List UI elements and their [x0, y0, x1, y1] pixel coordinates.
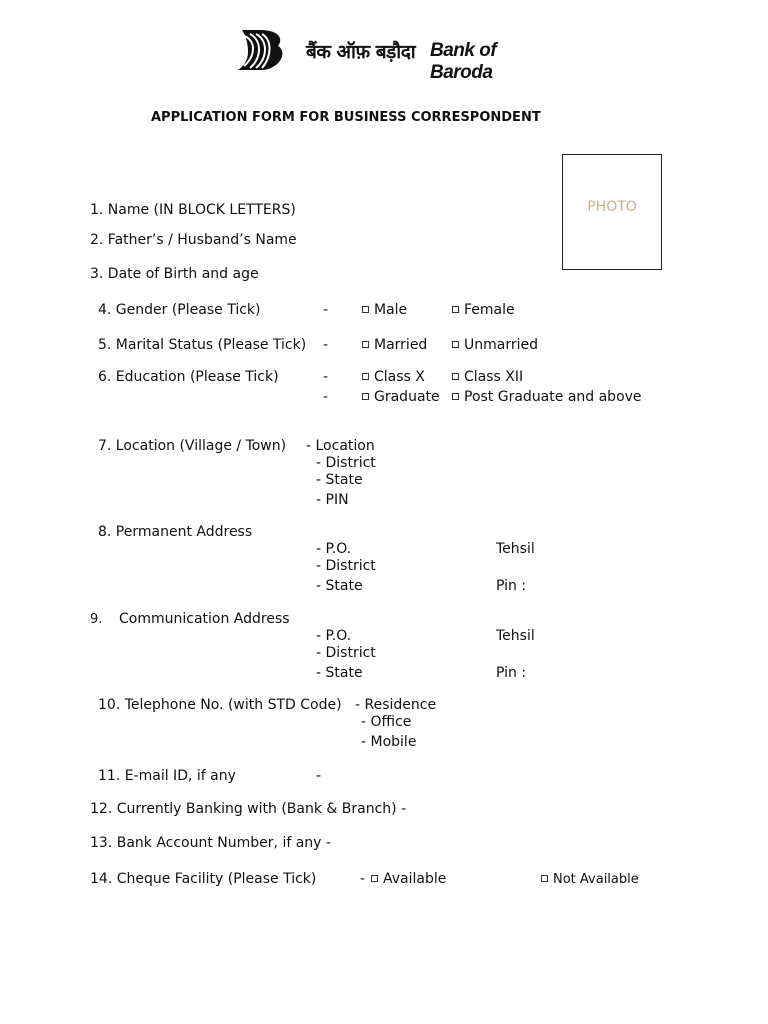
option-post-graduate[interactable] [452, 389, 642, 405]
field-name-label: 1. Name (IN BLOCK LETTERS) [90, 202, 296, 218]
option-class-xii-label: Class XII [464, 369, 524, 385]
photo-box[interactable] [562, 154, 662, 270]
telephone-mobile: - Mobile [361, 734, 417, 750]
option-female[interactable] [452, 302, 515, 318]
field-email-label: 11. E-mail ID, if any [98, 768, 236, 784]
location-sub-location: - Location [306, 438, 375, 454]
field-permanent-address-label: 8. Permanent Address [98, 524, 253, 540]
option-graduate-label: Graduate [374, 389, 440, 405]
gender-dash: - [323, 302, 329, 318]
brand-name-english: Bank of Baroda [430, 40, 497, 83]
option-male[interactable] [362, 302, 407, 318]
checkbox-married[interactable] [362, 341, 369, 348]
option-class-x[interactable] [362, 369, 425, 385]
education-dash-2: - [323, 389, 329, 405]
permanent-district: - District [316, 558, 376, 574]
option-available-label: Available [383, 871, 447, 887]
checkbox-class-x[interactable] [362, 373, 369, 380]
checkbox-male[interactable] [362, 306, 369, 313]
field-account-label: 13. Bank Account Number, if any - [90, 835, 331, 851]
brand-name-hindi: बैंक ऑफ़ बड़ौदा [306, 41, 416, 63]
bank-logo [234, 26, 554, 83]
bank-of-baroda-emblem-icon [234, 26, 292, 74]
field-dob-label: 3. Date of Birth and age [90, 266, 259, 282]
permanent-state: - State [316, 578, 363, 594]
cheque-dash: - [360, 871, 366, 887]
option-married-label: Married [374, 337, 428, 353]
communication-state: - State [316, 665, 363, 681]
field-father-label: 2. Father’s / Husband’s Name [90, 232, 297, 248]
permanent-tehsil: Tehsil [496, 541, 535, 557]
checkbox-female[interactable] [452, 306, 459, 313]
option-not-available[interactable] [541, 872, 639, 887]
option-post-graduate-label: Post Graduate and above [464, 389, 642, 405]
communication-po: - P.O. [316, 628, 352, 644]
option-unmarried[interactable] [452, 337, 538, 353]
option-available[interactable] [371, 871, 446, 887]
communication-tehsil: Tehsil [496, 628, 535, 644]
option-female-label: Female [464, 302, 515, 318]
education-dash-1: - [323, 369, 329, 385]
photo-label: PHOTO [587, 199, 637, 215]
location-sub-state: - State [316, 472, 363, 488]
field-communication-address-label: Communication Address [119, 611, 290, 627]
checkbox-not-available[interactable] [541, 875, 548, 882]
field-education-label: 6. Education (Please Tick) [98, 369, 279, 385]
communication-pin: Pin : [496, 665, 527, 681]
permanent-po: - P.O. [316, 541, 352, 557]
field-telephone-label: 10. Telephone No. (with STD Code) [98, 697, 342, 713]
checkbox-class-xii[interactable] [452, 373, 459, 380]
option-graduate[interactable] [362, 389, 440, 405]
option-class-x-label: Class X [374, 369, 425, 385]
field-banking-label: 12. Currently Banking with (Bank & Branch) - [90, 801, 407, 817]
option-married[interactable] [362, 337, 427, 353]
field-cheque-label: 14. Cheque Facility (Please Tick) [90, 871, 317, 887]
communication-district: - District [316, 645, 376, 661]
email-dash: - [316, 768, 322, 784]
checkbox-available[interactable] [371, 875, 378, 882]
option-not-available-label: Not Available [553, 872, 639, 887]
field-gender-label: 4. Gender (Please Tick) [98, 302, 261, 318]
location-sub-district: - District [316, 455, 376, 471]
location-sub-pin: - PIN [316, 492, 349, 508]
field-location-label: 7. Location (Village / Town) [98, 438, 287, 454]
option-class-xii[interactable] [452, 369, 523, 385]
option-male-label: Male [374, 302, 408, 318]
form-title: APPLICATION FORM FOR BUSINESS CORRESPONDENT [151, 110, 541, 125]
telephone-office: - Office [361, 714, 412, 730]
option-unmarried-label: Unmarried [464, 337, 538, 353]
checkbox-post-graduate[interactable] [452, 393, 459, 400]
checkbox-unmarried[interactable] [452, 341, 459, 348]
telephone-residence: - Residence [355, 697, 437, 713]
checkbox-graduate[interactable] [362, 393, 369, 400]
permanent-pin: Pin : [496, 578, 527, 594]
marital-dash: - [323, 337, 329, 353]
field-communication-number: 9. [90, 612, 103, 627]
field-marital-label: 5. Marital Status (Please Tick) [98, 337, 307, 353]
